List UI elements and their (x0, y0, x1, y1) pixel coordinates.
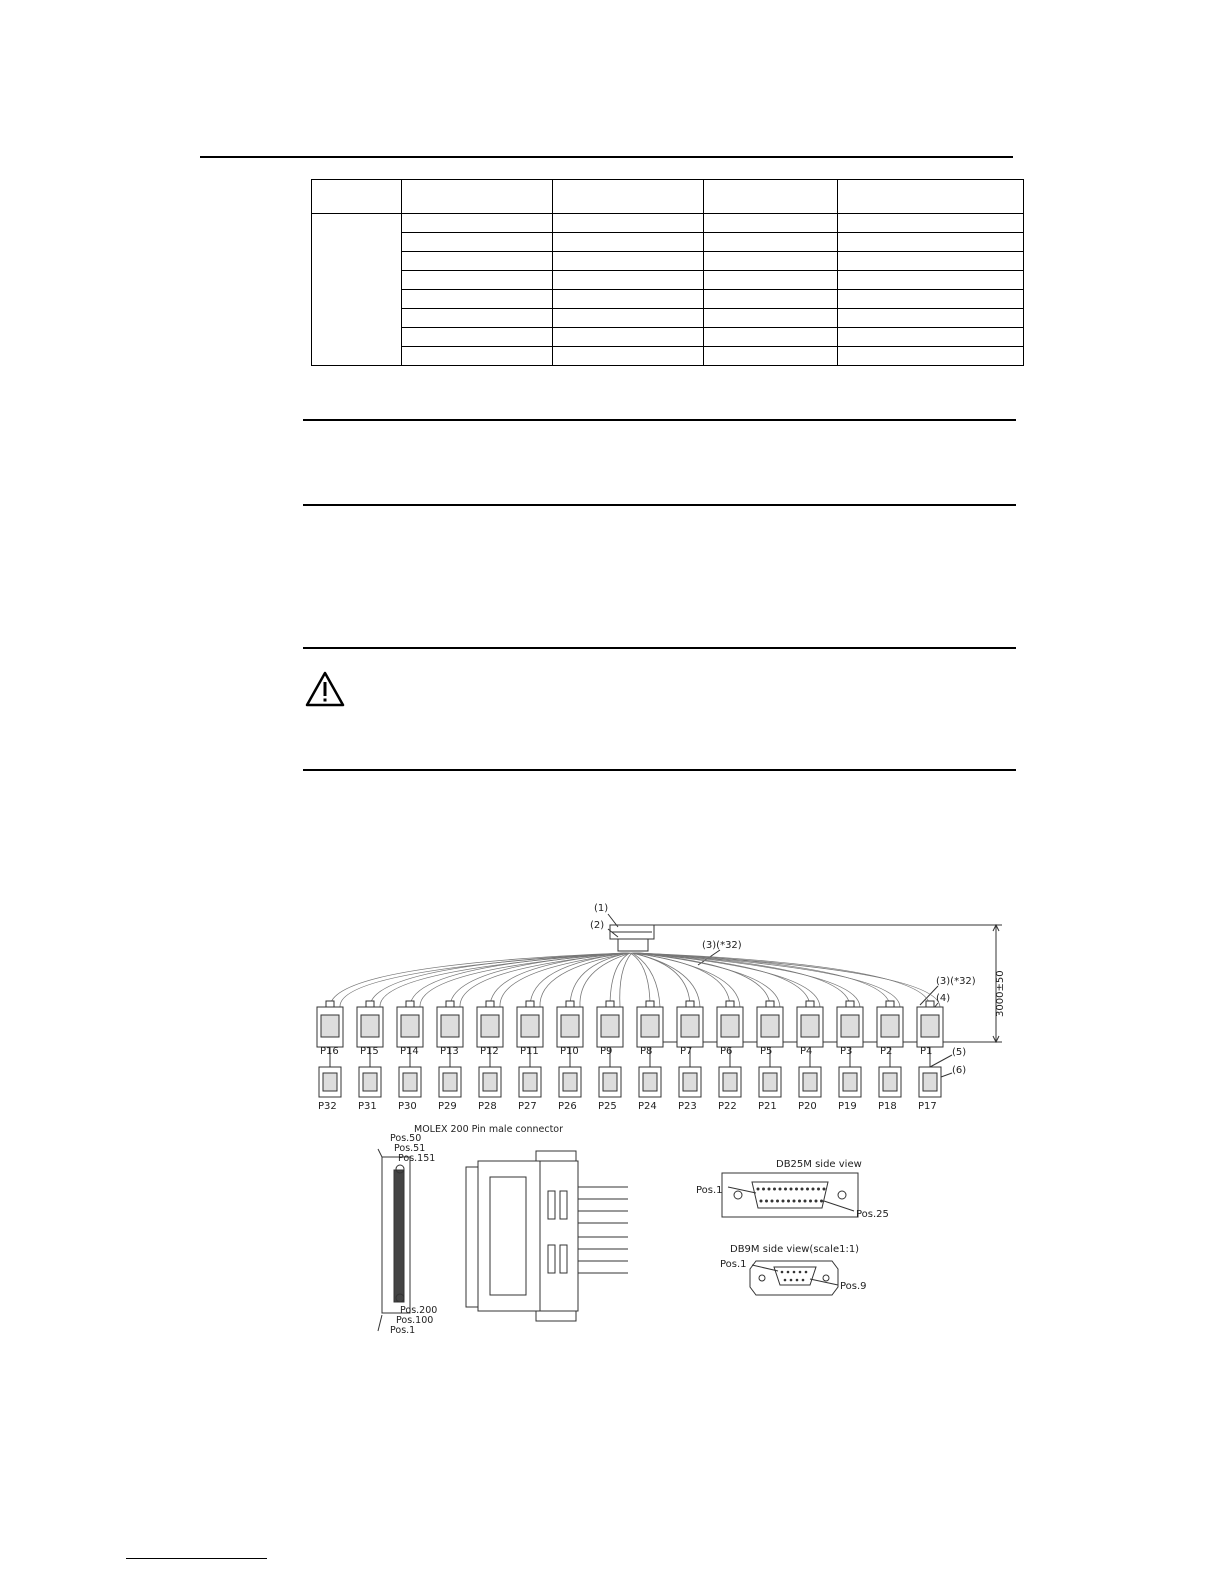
top-connector-label: P5 (760, 1046, 773, 1057)
table-cell (553, 252, 704, 271)
dimension-label: 3000±50 (995, 970, 1006, 1017)
bottom-connector-label: P25 (598, 1101, 617, 1112)
callout-6: (6) (952, 1065, 967, 1076)
table-cell (553, 180, 704, 214)
bottom-connector-label: P31 (358, 1101, 377, 1112)
note-bottom-rule (303, 504, 1016, 506)
warning-triangle-icon (305, 671, 345, 707)
table-cell (704, 180, 838, 214)
top-connector (477, 1001, 503, 1047)
molex-pos-100: Pos.100 (396, 1315, 434, 1326)
callout-1: (1) (594, 903, 609, 914)
db25-pin (760, 1200, 763, 1203)
top-connector (317, 1001, 343, 1047)
cable (631, 953, 690, 1007)
db25-pin (823, 1188, 826, 1191)
top-connector (437, 1001, 463, 1047)
table-row (312, 290, 1024, 309)
bottom-connector-label: P26 (558, 1101, 577, 1112)
table-row (312, 347, 1024, 366)
top-connector (677, 1001, 703, 1047)
table-cell (553, 233, 704, 252)
db25-pin (773, 1188, 776, 1191)
table-cell (402, 214, 553, 233)
top-connector (397, 1001, 423, 1047)
cable (636, 953, 930, 1007)
db25-pin (815, 1200, 818, 1203)
table-cell (553, 271, 704, 290)
caution-bottom-rule (303, 769, 1016, 771)
db25-pin (757, 1188, 760, 1191)
top-connector (837, 1001, 863, 1047)
top-connector-label: P15 (360, 1046, 379, 1057)
db9-pin (802, 1279, 805, 1282)
top-connector-label: P14 (400, 1046, 419, 1057)
db25-pin (793, 1200, 796, 1203)
bottom-connector-label: P23 (678, 1101, 697, 1112)
bottom-connector-label: P20 (798, 1101, 817, 1112)
db25-pin (762, 1188, 765, 1191)
molex-side-view (378, 1149, 410, 1331)
db25-pin (779, 1188, 782, 1191)
table-cell (838, 290, 1024, 309)
callout-3: (3)(*32) (702, 940, 742, 951)
table-cell (312, 180, 402, 214)
table-cell (553, 347, 704, 366)
table-cell (402, 180, 553, 214)
top-connector-label: P13 (440, 1046, 459, 1057)
table-cell (704, 233, 838, 252)
db9-pin (805, 1271, 808, 1274)
top-connector (917, 1001, 943, 1047)
top-connector (757, 1001, 783, 1047)
footnote-rule (126, 1558, 267, 1559)
db9-pin (781, 1271, 784, 1274)
table-header-row (312, 180, 1024, 214)
table-cell (838, 347, 1024, 366)
bottom-connector-label: P24 (638, 1101, 657, 1112)
bottom-connector-label: P18 (878, 1101, 897, 1112)
top-connector-label: P12 (480, 1046, 499, 1057)
bottom-connector-label: P30 (398, 1101, 417, 1112)
top-connector-label: P16 (320, 1046, 339, 1057)
top-connector-label: P3 (840, 1046, 853, 1057)
cable (630, 953, 650, 1007)
cable (620, 953, 632, 1007)
callout-4: (4) (936, 993, 951, 1004)
top-connector-label: P9 (600, 1046, 613, 1057)
db25-pin (765, 1200, 768, 1203)
table-cell (838, 180, 1024, 214)
bottom-connector-label: P19 (838, 1101, 857, 1112)
molex-pos-200: Pos.200 (400, 1305, 438, 1316)
db25-pin (776, 1200, 779, 1203)
top-connector (717, 1001, 743, 1047)
cable (380, 953, 627, 1007)
table-cell (704, 328, 838, 347)
db9-pin (793, 1271, 796, 1274)
table-cell (704, 271, 838, 290)
db25-pos-1: Pos.1 (696, 1185, 723, 1196)
table-row (312, 328, 1024, 347)
cable (370, 953, 625, 1007)
table-cell (553, 290, 704, 309)
top-connector (517, 1001, 543, 1047)
db25-pos-25: Pos.25 (856, 1209, 889, 1220)
db25-pin (787, 1200, 790, 1203)
callout-5: (5) (952, 1047, 967, 1058)
db25-pin (768, 1188, 771, 1191)
table-cell (402, 290, 553, 309)
cable (632, 953, 660, 1007)
table-cell (402, 252, 553, 271)
db25-pin (771, 1200, 774, 1203)
db9-pin (784, 1279, 787, 1282)
top-connector (597, 1001, 623, 1047)
bottom-connector-label: P32 (318, 1101, 337, 1112)
bottom-connector-label: P27 (518, 1101, 537, 1112)
header-rule (200, 156, 1013, 158)
cable-drawing (290, 895, 1006, 1345)
top-connector (637, 1001, 663, 1047)
bottom-connector-label: P28 (478, 1101, 497, 1112)
db25-pin (820, 1200, 823, 1203)
caution-top-rule (303, 647, 1016, 649)
table-cell (553, 214, 704, 233)
main-connector-plug (618, 939, 648, 951)
top-connector-label: P8 (640, 1046, 653, 1057)
table-cell (704, 214, 838, 233)
db25-pin (817, 1188, 820, 1191)
top-connector-label: P11 (520, 1046, 539, 1057)
table-row (312, 309, 1024, 328)
table-cell (553, 309, 704, 328)
top-connector (557, 1001, 583, 1047)
db9-pin (790, 1279, 793, 1282)
molex-pos-50: Pos.50 (390, 1133, 422, 1144)
molex-top-view (466, 1151, 628, 1321)
top-connector (797, 1001, 823, 1047)
table-cell (704, 309, 838, 328)
table-row (312, 271, 1024, 290)
bottom-connector-label: P17 (918, 1101, 937, 1112)
table-cell (838, 233, 1024, 252)
table-cell (838, 309, 1024, 328)
molex-pos-151: Pos.151 (398, 1153, 436, 1164)
top-connector-label: P2 (880, 1046, 893, 1057)
db25-pin (809, 1200, 812, 1203)
cable (450, 953, 626, 1007)
table-cell (553, 328, 704, 347)
cable (632, 953, 730, 1007)
db9-title: DB9M side view(scale1:1) (730, 1244, 860, 1255)
db25m-side-view (722, 1173, 858, 1217)
db9-pin (787, 1271, 790, 1274)
db25-pin (784, 1188, 787, 1191)
top-connector (877, 1001, 903, 1047)
db25-pin (795, 1188, 798, 1191)
top-connector-row (317, 1001, 943, 1047)
table-cell (704, 290, 838, 309)
table-cell (704, 347, 838, 366)
table-cell (402, 347, 553, 366)
db9m-side-view (750, 1261, 838, 1295)
db9-pos-1: Pos.1 (720, 1259, 747, 1270)
db25-title: DB25M side view (776, 1159, 862, 1170)
db9-pin (796, 1279, 799, 1282)
db25-pin (804, 1200, 807, 1203)
db9-pin (799, 1271, 802, 1274)
table-cell (704, 252, 838, 271)
table-row (312, 233, 1024, 252)
callout-2: (2) (590, 920, 605, 931)
top-connector-label: P6 (720, 1046, 733, 1057)
db9-pos-9: Pos.9 (840, 1281, 867, 1292)
table-cell (312, 214, 402, 366)
table-row (312, 214, 1024, 233)
db25-pin (798, 1200, 801, 1203)
bottom-connector-label: P21 (758, 1101, 777, 1112)
table-cell (402, 233, 553, 252)
cable-bundle (330, 953, 940, 1007)
db25-pin (806, 1188, 809, 1191)
db25-pin (801, 1188, 804, 1191)
table-cell (838, 328, 1024, 347)
note-top-rule (303, 419, 1016, 421)
bottom-connector-label: P29 (438, 1101, 457, 1112)
spec-table (311, 179, 1024, 366)
table-row (312, 252, 1024, 271)
db25-pin (812, 1188, 815, 1191)
db25-pin (782, 1200, 785, 1203)
top-connector-label: P7 (680, 1046, 693, 1057)
bottom-connector-label: P22 (718, 1101, 737, 1112)
table-cell (402, 328, 553, 347)
molex-title: MOLEX 200 Pin male connector (414, 1124, 564, 1135)
top-connector (357, 1001, 383, 1047)
table-cell (838, 252, 1024, 271)
db25-pin (790, 1188, 793, 1191)
top-connector-label: P1 (920, 1046, 933, 1057)
top-connector-label: P10 (560, 1046, 579, 1057)
table-cell (402, 309, 553, 328)
table-cell (838, 214, 1024, 233)
molex-pos-1: Pos.1 (390, 1325, 416, 1336)
cable (420, 953, 628, 1007)
table-cell (402, 271, 553, 290)
table-cell (838, 271, 1024, 290)
molex-pos-51: Pos.51 (394, 1143, 426, 1154)
callout-3b: (3)(*32) (936, 976, 976, 987)
cable (580, 953, 631, 1007)
top-connector-label: P4 (800, 1046, 813, 1057)
